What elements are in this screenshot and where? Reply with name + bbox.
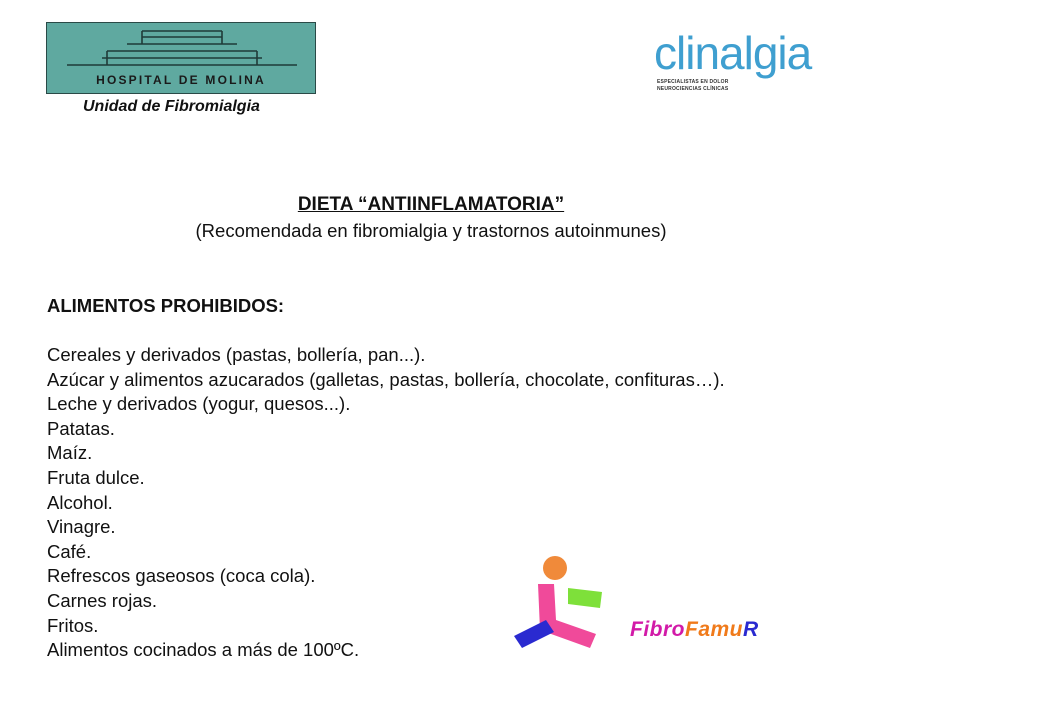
clinalgia-tagline-2: NEUROCIENCIAS CLÍNICAS: [657, 86, 729, 92]
figure-head: [543, 556, 567, 580]
list-item: Leche y derivados (yogur, quesos...).: [47, 393, 351, 415]
document-subtitle: (Recomendada en fibromialgia y trastornos autoinmunes): [195, 220, 667, 241]
list-item: Alimentos cocinados a más de 100ºC.: [47, 639, 360, 661]
list-item: Fritos.: [47, 614, 99, 636]
fibrofamur-text-part1: Fibro: [630, 618, 685, 641]
list-item: Fruta dulce.: [47, 466, 145, 488]
section-heading: ALIMENTOS PROHIBIDOS:: [47, 295, 285, 316]
fibrofamur-logo-text: [630, 618, 759, 642]
list-item: Alcohol.: [47, 491, 113, 513]
hospital-name: HOSPITAL DE MOLINA: [96, 73, 266, 87]
unit-caption: Unidad de Fibromialgia: [83, 98, 260, 115]
list-item: Patatas.: [47, 417, 115, 439]
fibrofamur-figure-icon: [510, 550, 610, 650]
fibrofamur-text-part2: Famu: [685, 618, 744, 641]
document-title: DIETA “ANTIINFLAMATORIA”: [297, 194, 565, 215]
list-item: Refrescos gaseosos (coca cola).: [47, 565, 316, 587]
prohibited-foods-list: [47, 343, 817, 663]
figure-leg: [514, 620, 554, 648]
list-item: Café.: [47, 540, 92, 562]
clinalgia-tagline-1: ESPECIALISTAS EN DOLOR: [657, 79, 729, 85]
list-item: Vinagre.: [47, 516, 116, 538]
list-item: Azúcar y alimentos azucarados (galletas, pastas, bollería, chocolate, confituras…).: [47, 368, 725, 390]
figure-arm: [568, 588, 602, 608]
list-item: Maíz.: [47, 442, 93, 464]
list-item: Cereales y derivados (pastas, bollería, pan...).: [47, 344, 426, 365]
list-item: Carnes rojas.: [47, 589, 158, 611]
hospital-logo: [46, 22, 316, 94]
clinalgia-logo: clinalgia: [654, 27, 812, 79]
fibrofamur-text-part3: R: [743, 618, 759, 641]
